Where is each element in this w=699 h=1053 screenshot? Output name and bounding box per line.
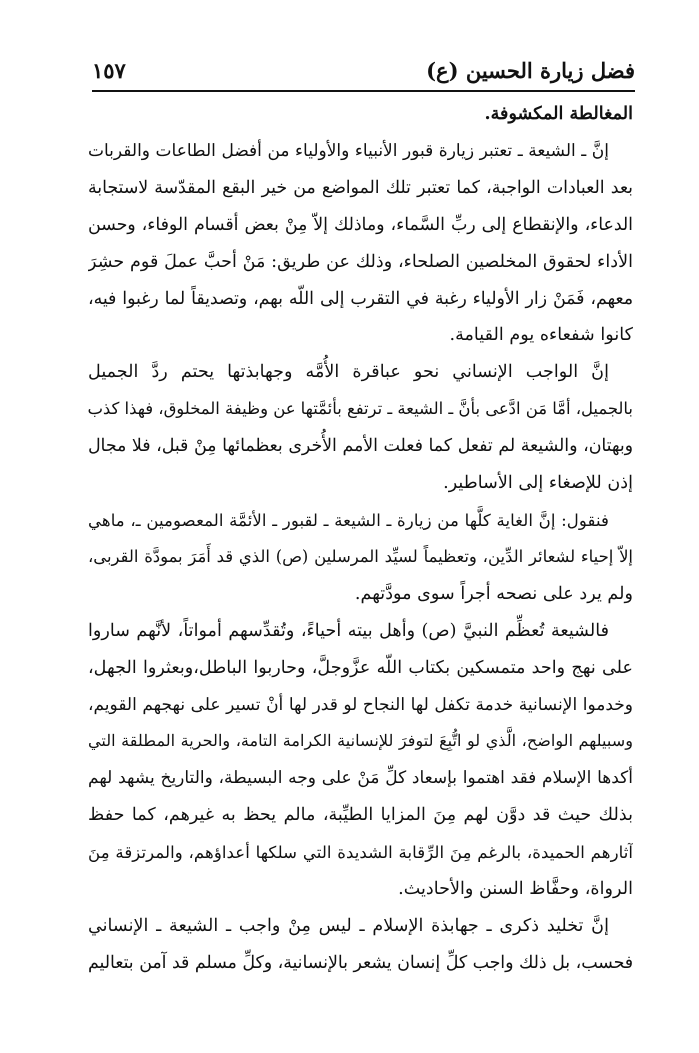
paragraph-6 — [88, 908, 633, 982]
text-line: إلاّ إحياء لشعائر الدِّين، وتعظيماً لسيِّد المرسلين (ص) الذي قد أَمَرَ بمودَّة القربى، — [88, 546, 633, 566]
text-line: الأداء لحقوق المخلصين الصلحاء، وذلك عن طريق: مَنْ أحبَّ عملَ قوم حشِرَ — [88, 251, 633, 272]
header-rule — [92, 90, 635, 92]
text-line: فنقول: إنَّ الغاية كلَّها من زيارة ـ الشيعة ـ لقبور ـ الأئمَّة المعصومين ـ، ماهي — [88, 509, 609, 530]
text-line: الدعاء، والإنقطاع إلى ربِّ السَّماء، وماذلك إلاّ مِنْ بعض أقسام الوفاء، وحسن — [88, 214, 633, 235]
text-line: فحسب، بل ذلك واجب كلِّ إنسان يشعر بالإنسانية، وكلِّ مسلم قد آمن بتعاليم — [88, 952, 633, 973]
page-number: ١٥٧ — [92, 58, 126, 83]
paragraph-5 — [88, 613, 633, 908]
text-line: آثارهم الحميدة، بالرغم مِنَ الرِّقابة الشديدة التي سلكها أعداؤهم، والمرتزقة مِنَ — [88, 842, 633, 863]
text-line: إذن للإصغاء إلى الأساطير. — [443, 473, 633, 494]
text-line: وبهتان، والشيعة لم تفعل كما فعلت الأمم الأُخرى بعظمائها مِنْ قبل، فلا مجال — [88, 436, 633, 457]
text-line: على نهج واحد متمسكين بكتاب اللّه عزَّوجلَّ، وحاربوا الباطل،وبعثروا الجهل، — [88, 657, 633, 678]
paragraph-4 — [88, 502, 633, 613]
page-header — [92, 52, 635, 92]
text-line: إنَّ الواجب الإنساني نحو عباقرة الأُمَّه وجهابذتها يحتم ردَّ الجميل — [88, 362, 609, 383]
text-line: بعد العبادات الواجبة، كما تعتبر تلك المواضع من خير البقع المقدّسة لاستجابة — [88, 177, 633, 198]
text-line: بالجميل، أمَّا مَن ادَّعى بأنَّ ـ الشيعة ـ ترتفع بأئمَّتها عن وظيفة المخلوق، فهذا كذب — [88, 399, 633, 419]
text-line: ولم يرد على نصحه أجراً سوى مودَّتهم. — [354, 583, 633, 604]
text-line: بذلك حيث قد دوَّن لهم مِنَ المزايا الطيِّبة، مالم يحظ به غيرهم، كما حفظ — [88, 805, 633, 826]
text-line: إنَّ تخليد ذكرى ـ جهابذة الإسلام ـ ليس مِنْ واجب ـ الشيعة ـ الإنساني — [88, 915, 609, 936]
paragraph-3 — [88, 354, 633, 502]
text-line: الرواة، وحفَّاظ السنن والأحاديث. — [398, 879, 633, 900]
text-line: أكدها الإسلام فقد اهتموا بإسعاد كلِّ مَنْ على وجه البسيطة، والتاريخ يشهد لهم — [88, 768, 633, 789]
text-line: وسبيلهم الواضح، الَّذي لو اتُّبِعَ لتوفرَ للإنسانية الكرامة التامة، والحرية المطلقة التي — [88, 731, 633, 751]
running-title: فضل زيارة الحسين (ع) — [426, 58, 635, 83]
text-line: كانوا شفعاءه يوم القيامة. — [449, 325, 633, 346]
text-line: فالشيعة تُعظِّم النبيَّ (ص) وأهل بيته أحياءً، وتُقدِّسهم أمواتاً، لأنَّهم ساروا — [88, 620, 609, 641]
text-line: إنَّ ـ الشيعة ـ تعتبر زيارة قبور الأنبياء والأولياء من أفضل الطاعات والقربات — [88, 140, 609, 161]
body-text — [88, 96, 633, 982]
text-line: وخدموا الإنسانية خدمة تكفل لها النجاح لو قدر لها أنْ تسير على نهجهم القويم، — [88, 694, 633, 715]
paragraph-2 — [88, 133, 633, 354]
text-line: المغالطة المكشوفة. — [484, 103, 633, 124]
paragraph-1 — [88, 96, 633, 133]
text-line: معهم، فَمَنْ زار الأولياء رغبة في التقرب إلى اللّه بهم، وتصديقاً لما رغبوا فيه، — [88, 288, 633, 309]
